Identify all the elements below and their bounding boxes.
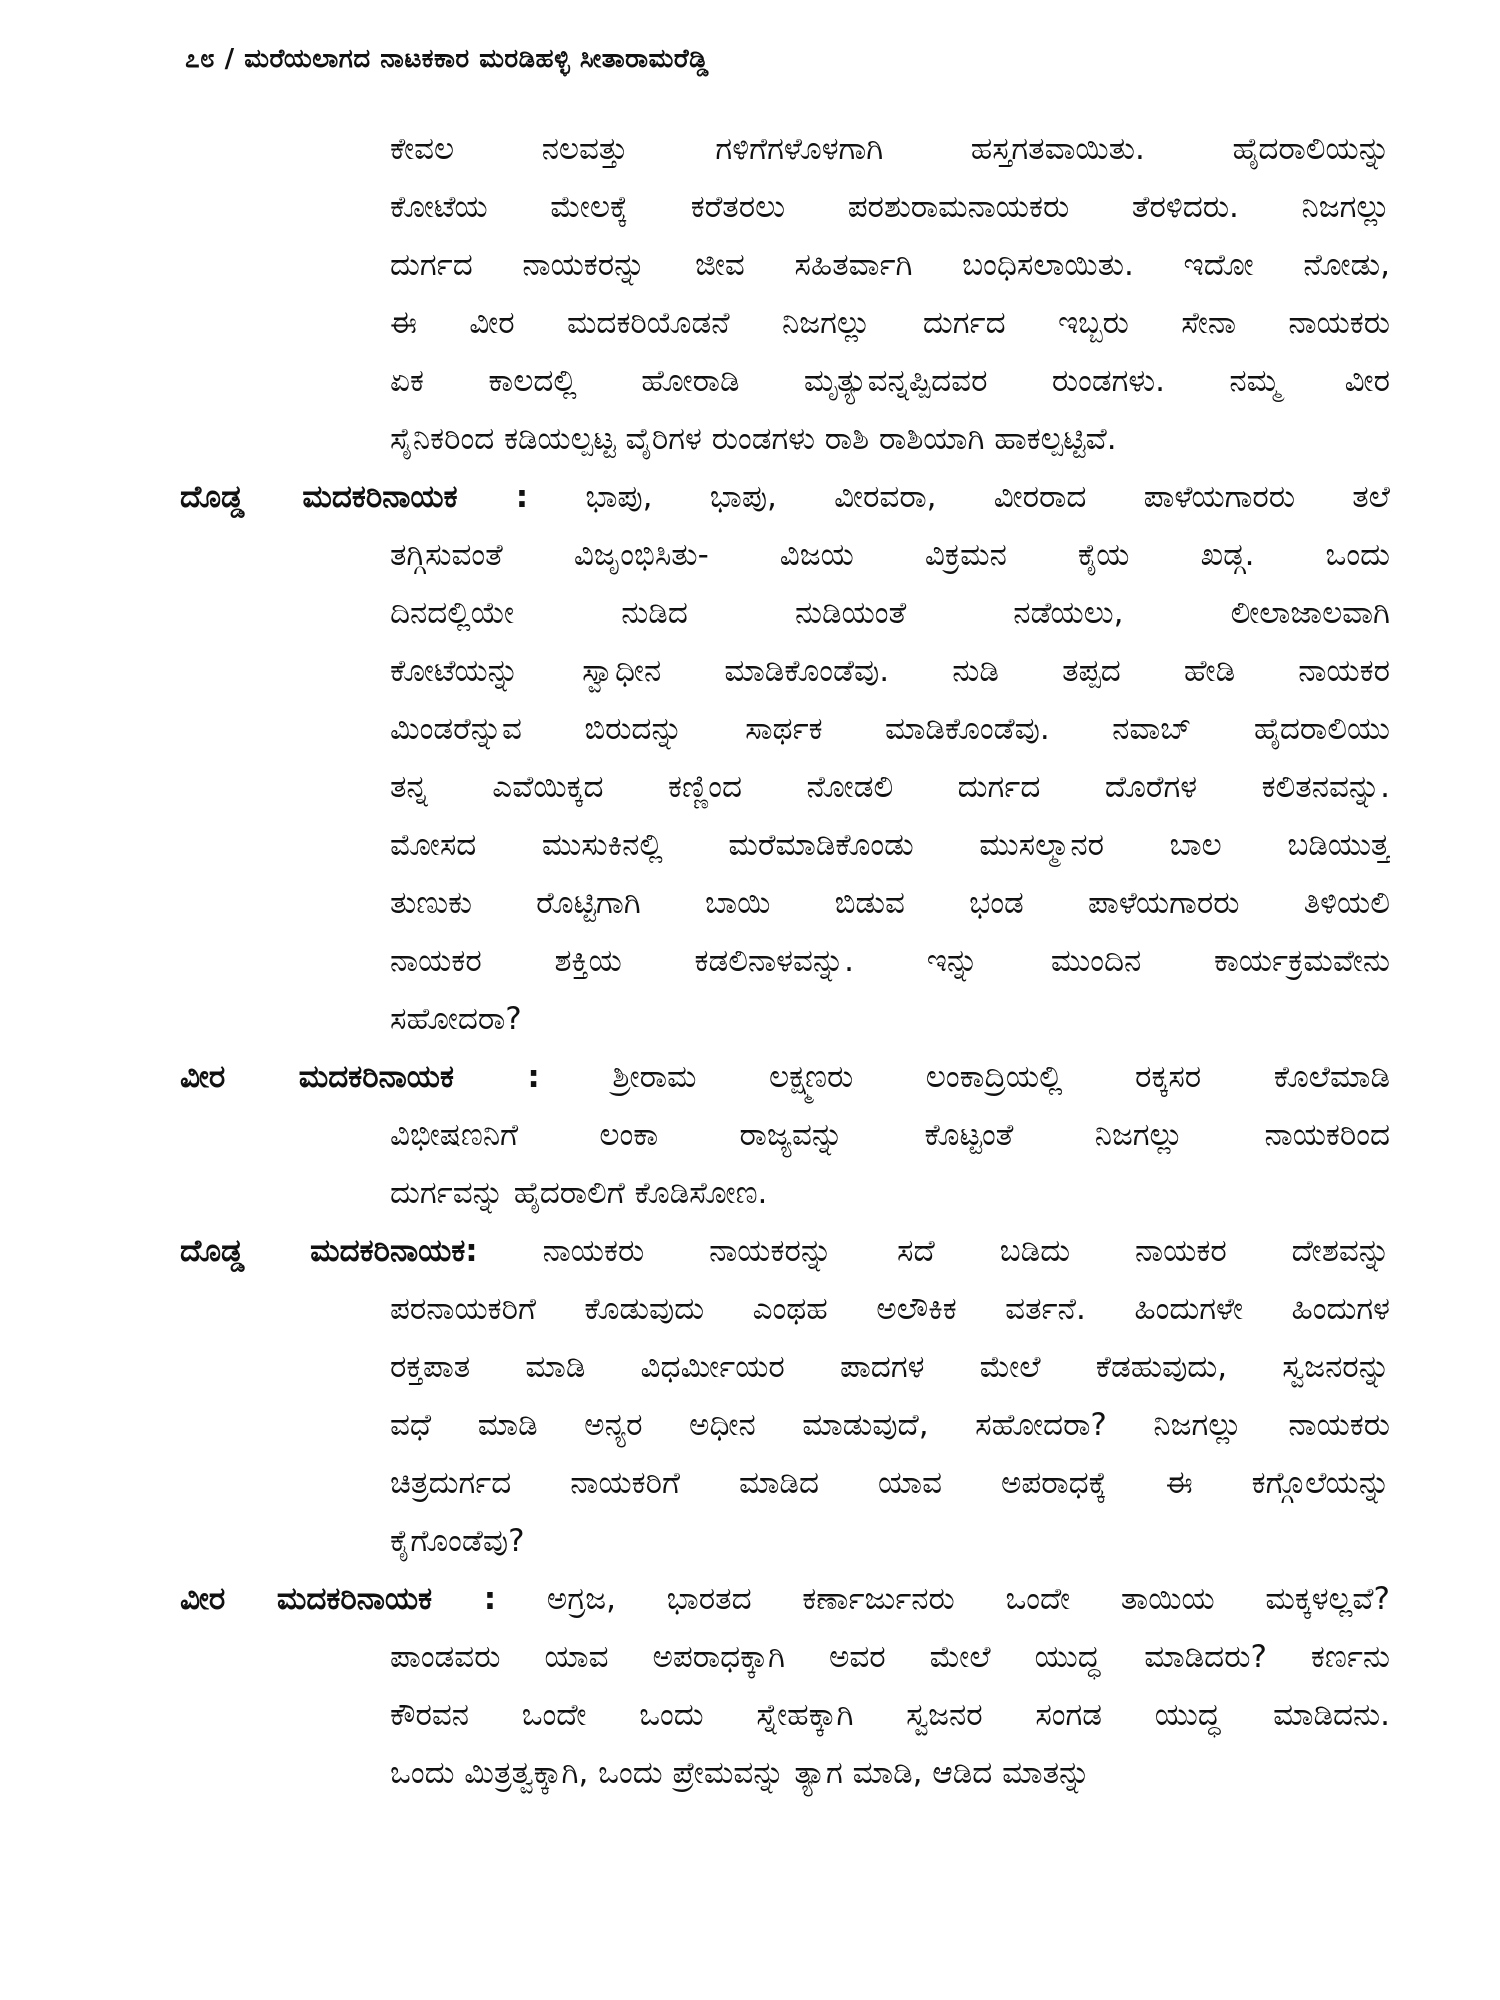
text-line: ಸೈನಿಕರಿಂದ ಕಡಿಯಲ್ಪಟ್ಟ ವೈರಿಗಳ ರುಂಡಗಳು ರಾಶಿ ರಾಶಿಯಾಗಿ ಹಾಕಲ್ಪಟ್ಟಿವೆ. <box>390 421 1117 457</box>
speaker-line <box>180 1048 1390 1106</box>
text-line: ರಕ್ತಪಾತ ಮಾಡಿ ವಿಧರ್ಮೀಯರ ಪಾದಗಳ ಮೇಲೆ ಕೆಡಹುವುದು, ಸ್ವಜನರನ್ನು <box>390 1349 1390 1385</box>
speech-first-line: ನಾಯಕರು ನಾಯಕರನ್ನು ಸದೆ ಬಡಿದು ನಾಯಕರ ದೇಶವನ್ನು <box>542 1233 1390 1269</box>
text-line: ಪರನಾಯಕರಿಗೆ ಕೊಡುವುದು ಎಂಥಹ ಅಲೌಕಿಕ ವರ್ತನೆ. ಹಿಂದುಗಳೇ ಹಿಂದುಗಳ <box>390 1291 1390 1327</box>
speech-first-line: ಶ್ರೀರಾಮ ಲಕ್ಷ್ಮಣರು ಲಂಕಾದ್ರಿಯಲ್ಲಿ ರಕ್ಕಸರ ಕೊಲೆಮಾಡಿ <box>612 1059 1390 1095</box>
dialogue-paragraph <box>0 468 1500 1048</box>
dialogue-text <box>0 120 1500 1802</box>
dialogue-paragraph <box>0 1570 1500 1802</box>
text-line: ಚಿತ್ರದುರ್ಗದ ನಾಯಕರಿಗೆ ಮಾಡಿದ ಯಾವ ಅಪರಾಧಕ್ಕೆ ಈ ಕಗ್ಗೊಲೆಯನ್ನು <box>390 1465 1390 1501</box>
text-line: ಕೋಟೆಯನ್ನು ಸ್ವಾಧೀನ ಮಾಡಿಕೊಂಡೆವು. ನುಡಿ ತಪ್ಪದ ಹೇಡಿ ನಾಯಕರ <box>390 653 1390 689</box>
speech-first-line: ಅಗ್ರಜ, ಭಾರತದ ಕರ್ಣಾರ್ಜುನರು ಒಂದೇ ತಾಯಿಯ ಮಕ್ಕಳಲ್ಲವೆ? <box>546 1581 1390 1617</box>
text-line: ಕೋಟೆಯ ಮೇಲಕ್ಕೆ ಕರೆತರಲು ಪರಶುರಾಮನಾಯಕರು ತೆರಳಿದರು. ನಿಜಗಲ್ಲು <box>390 189 1390 225</box>
dialogue-paragraph <box>0 1048 1500 1222</box>
text-line: ತಗ್ಗಿಸುವಂತೆ ವಿಜೃಂಭಿಸಿತು- ವಿಜಯ ವಿಕ್ರಮನ ಕೈಯ ಖಡ್ಗ. ಒಂದು <box>390 537 1390 573</box>
text-line: ಒಂದು ಮಿತ್ರತ್ವಕ್ಕಾಗಿ, ಒಂದು ಪ್ರೇಮವನ್ನು ತ್ಯಾಗ ಮಾಡಿ, ಆಡಿದ ಮಾತನ್ನು <box>390 1755 1091 1791</box>
text-line: ಮೋಸದ ಮುಸುಕಿನಲ್ಲಿ ಮರೆಮಾಡಿಕೊಂಡು ಮುಸಲ್ಮಾನರ ಬಾಲ ಬಡಿಯುತ್ತ <box>390 827 1390 863</box>
text-line: ತನ್ನ ಎವೆಯಿಕ್ಕದ ಕಣ್ಣಿಂದ ನೋಡಲಿ ದುರ್ಗದ ದೊರೆಗಳ ಕಲಿತನವನ್ನು. <box>390 769 1390 805</box>
text-line: ದುರ್ಗವನ್ನು ಹೈದರಾಲಿಗೆ ಕೊಡಿಸೋಣ. <box>390 1175 768 1211</box>
text-line: ಏಕ ಕಾಲದಲ್ಲಿ ಹೋರಾಡಿ ಮೃತ್ಯುವನ್ನಪ್ಪಿದವರ ರುಂಡಗಳು. ನಮ್ಮ ವೀರ <box>390 363 1390 399</box>
speech-first-line: ಭಾಪು, ಭಾಪು, ವೀರವರಾ, ವೀರರಾದ ಪಾಳೆಯಗಾರರು ತಲೆ <box>585 479 1390 515</box>
text-line: ನಾಯಕರ ಶಕ್ತಿಯ ಕಡಲಿನಾಳವನ್ನು. ಇನ್ನು ಮುಂದಿನ ಕಾರ್ಯಕ್ರಮವೇನು <box>390 943 1390 979</box>
text-line: ವಧೆ ಮಾಡಿ ಅನ್ಯರ ಅಧೀನ ಮಾಡುವುದೆ, ಸಹೋದರಾ? ನಿಜಗಲ್ಲು ನಾಯಕರು <box>390 1407 1390 1443</box>
text-line: ದುರ್ಗದ ನಾಯಕರನ್ನು ಜೀವ ಸಹಿತರ್ವಾಗಿ ಬಂಧಿಸಲಾಯಿತು. ಇದೋ ನೋಡು, <box>390 247 1390 283</box>
text-line: ತುಣುಕು ರೊಟ್ಟಿಗಾಗಿ ಬಾಯಿ ಬಿಡುವ ಭಂಡ ಪಾಳೆಯಗಾರರು ತಿಳಿಯಲಿ <box>390 885 1390 921</box>
speaker-line <box>180 468 1390 526</box>
dialogue-paragraph <box>0 1222 1500 1570</box>
text-line: ಕೈಗೊಂಡೆವು? <box>390 1523 525 1559</box>
text-line: ಪಾಂಡವರು ಯಾವ ಅಪರಾಧಕ್ಕಾಗಿ ಅವರ ಮೇಲೆ ಯುದ್ಧ ಮಾಡಿದರು? ಕರ್ಣನು <box>390 1639 1390 1675</box>
speaker-name: ವೀರ ಮದಕರಿನಾಯಕ : <box>180 1059 540 1095</box>
speaker-name: ವೀರ ಮದಕರಿನಾಯಕ : <box>180 1581 497 1617</box>
text-line: ವಿಭೀಷಣನಿಗೆ ಲಂಕಾ ರಾಜ್ಯವನ್ನು ಕೊಟ್ಟಂತೆ ನಿಜಗಲ್ಲು ನಾಯಕರಿಂದ <box>390 1117 1390 1153</box>
speaker-line <box>180 1222 1390 1280</box>
text-line: ಈ ವೀರ ಮದಕರಿಯೊಡನೆ ನಿಜಗಲ್ಲು ದುರ್ಗದ ಇಬ್ಬರು ಸೇನಾ ನಾಯಕರು <box>390 305 1390 341</box>
speaker-name: ದೊಡ್ಡ ಮದಕರಿನಾಯಕ : <box>180 479 529 515</box>
text-line: ಕೌರವನ ಒಂದೇ ಒಂದು ಸ್ನೇಹಕ್ಕಾಗಿ ಸ್ವಜನರ ಸಂಗಡ ಯುದ್ಧ ಮಾಡಿದನು. <box>390 1697 1390 1733</box>
text-line: ಕೇವಲ ನಲವತ್ತು ಗಳಿಗೆಗಳೊಳಗಾಗಿ ಹಸ್ತಗತವಾಯಿತು. ಹೈದರಾಲಿಯನ್ನು <box>390 131 1390 167</box>
speaker-name: ದೊಡ್ಡ ಮದಕರಿನಾಯಕ: <box>180 1233 478 1269</box>
running-header: ೭೮ / ಮರೆಯಲಾಗದ ನಾಟಕಕಾರ ಮರಡಿಹಳ್ಳಿ ಸೀತಾರಾಮರೆಡ್ಡಿ <box>185 44 709 74</box>
text-line: ದಿನದಲ್ಲಿಯೇ ನುಡಿದ ನುಡಿಯಂತೆ ನಡೆಯಲು, ಲೀಲಾಜಾಲವಾಗಿ <box>390 595 1390 631</box>
speaker-line <box>180 1570 1390 1628</box>
text-line: ಮಿಂಡರೆನ್ನುವ ಬಿರುದನ್ನು ಸಾರ್ಥಕ ಮಾಡಿಕೊಂಡೆವು. ನವಾಬ್ ಹೈದರಾಲಿಯು <box>390 711 1390 747</box>
dialogue-paragraph <box>0 120 1500 468</box>
text-line: ಸಹೋದರಾ? <box>390 1001 522 1037</box>
